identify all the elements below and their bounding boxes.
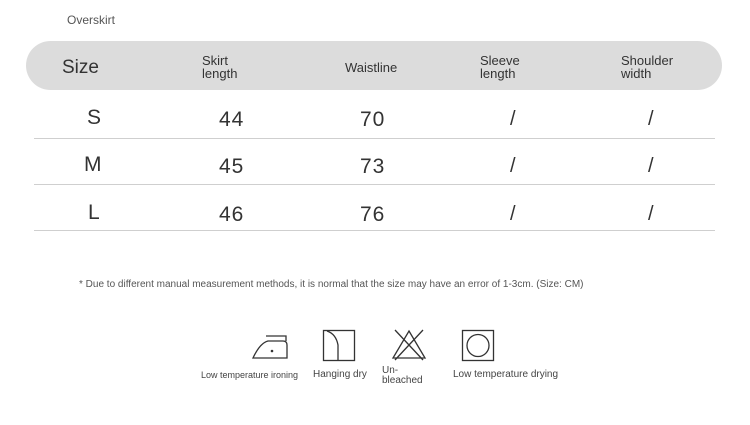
row-divider	[34, 138, 715, 139]
header-sleeve-length-line2: length	[480, 66, 516, 81]
header-skirt-length	[202, 54, 237, 80]
row-l-skirt-length: 46	[219, 203, 245, 226]
no-bleach-icon	[391, 328, 427, 361]
header-size: Size	[62, 57, 99, 78]
row-m-skirt-length: 45	[219, 155, 245, 178]
row-m-size: M	[84, 153, 103, 176]
care-label-hanging-dry-text: Hanging dry	[313, 369, 367, 380]
row-s-waistline: 70	[360, 108, 386, 131]
row-l-sleeve-length: /	[510, 203, 517, 225]
row-s-shoulder-width: /	[648, 108, 655, 130]
row-s-skirt-length: 44	[219, 108, 245, 131]
row-l-shoulder-width: /	[648, 203, 655, 225]
row-l-size: L	[88, 201, 101, 224]
header-skirt-length-line2: length	[202, 66, 238, 81]
measurement-note: * Due to different manual measurement methods, it is normal that the size may have an error of 1-3cm. (Size: CM)	[79, 279, 584, 290]
row-m-sleeve-length: /	[510, 155, 517, 177]
header-skirt-length-line1: Skirt	[202, 53, 228, 68]
header-sleeve-length	[480, 54, 520, 80]
care-label-hanging-dry	[313, 370, 367, 380]
header-sleeve-length-line1: Sleeve	[480, 53, 520, 68]
row-s-size: S	[87, 106, 103, 129]
table-header	[26, 41, 722, 90]
iron-icon	[250, 332, 290, 360]
care-label-unbleached	[382, 366, 423, 386]
care-label-unbleached-line2: bleached	[382, 375, 423, 386]
care-label-ironing	[201, 370, 298, 380]
care-label-low-temp-drying	[453, 370, 558, 380]
care-label-unbleached-line1: Un-	[382, 365, 399, 376]
row-m-shoulder-width: /	[648, 155, 655, 177]
row-divider	[34, 230, 715, 231]
header-shoulder-width-line1: Shoulder	[621, 53, 674, 68]
tumble-dry-low-icon	[461, 329, 495, 362]
header-shoulder-width	[621, 54, 673, 80]
header-waistline: Waistline	[345, 60, 398, 75]
row-l-waistline: 76	[360, 203, 386, 226]
product-title: Overskirt	[67, 13, 115, 27]
row-m-waistline: 73	[360, 155, 386, 178]
header-shoulder-width-line2: width	[621, 66, 652, 81]
care-label-ironing-text: Low temperature ironing	[201, 370, 299, 380]
row-s-sleeve-length: /	[510, 108, 517, 130]
care-label-low-temp-drying-text: Low temperature drying	[453, 369, 559, 380]
row-divider	[34, 184, 715, 185]
hanging-dry-icon	[322, 329, 356, 362]
